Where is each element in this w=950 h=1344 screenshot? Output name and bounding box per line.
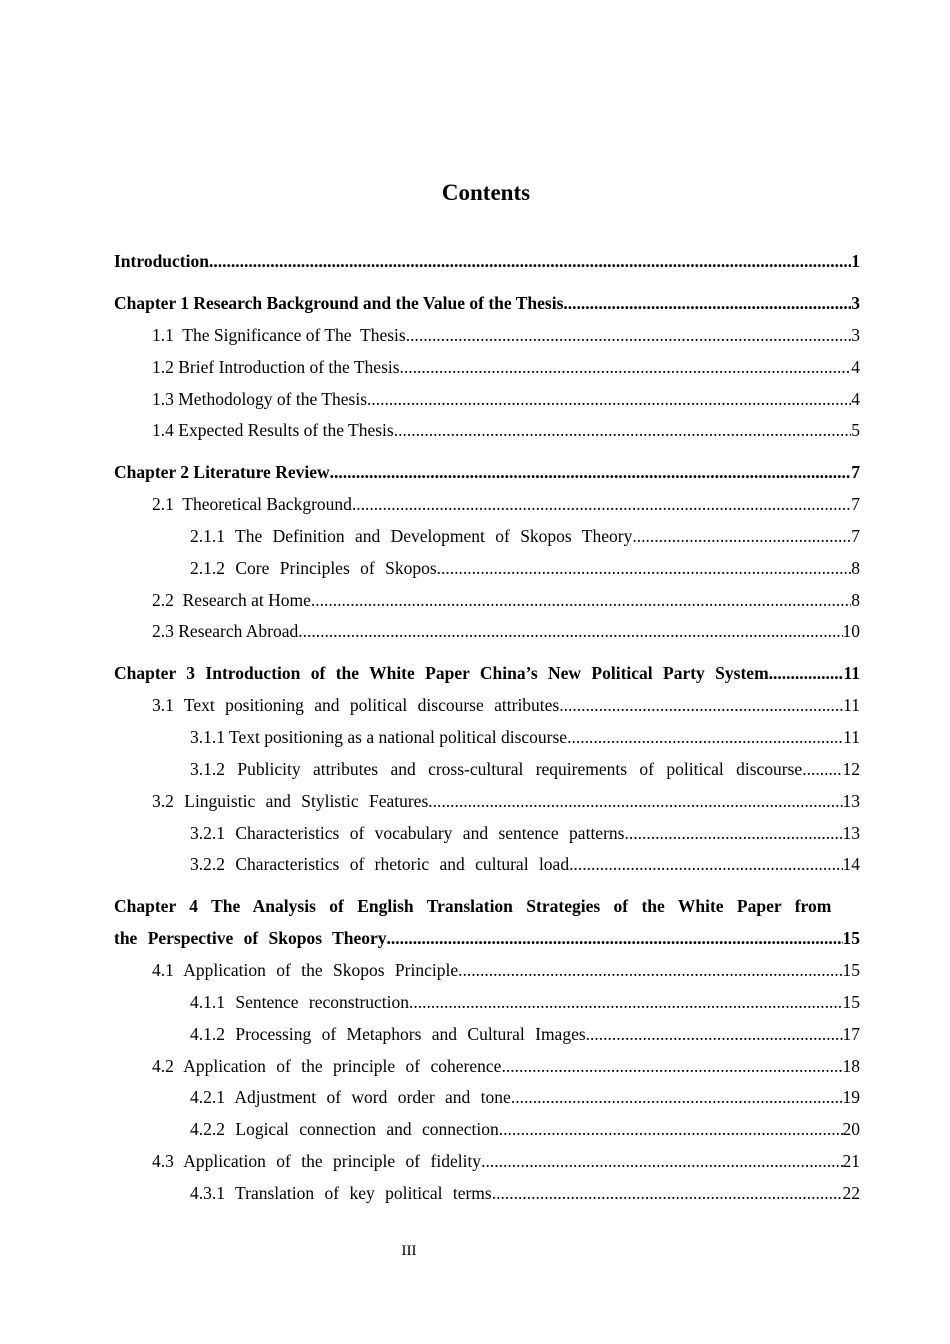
- toc-entry-page: 17: [842, 1024, 860, 1044]
- toc-entry-page: 15: [842, 992, 860, 1012]
- toc-entry-2-1[interactable]: [152, 491, 860, 515]
- toc-entry-label: 2.1 Theoretical Background: [152, 494, 352, 514]
- toc-entry-1-3[interactable]: [152, 386, 860, 410]
- toc-entry-label: 3.2 Linguistic and Stylistic Features: [152, 791, 429, 811]
- toc-entry-label: the Perspective of Skopos Theory: [114, 928, 387, 948]
- toc-entry-page: 7: [851, 462, 860, 482]
- toc-entry-2-1-1[interactable]: [190, 523, 860, 547]
- dot-leader: [298, 620, 842, 642]
- toc-entry-label: Chapter 2 Literature Review: [114, 462, 330, 482]
- toc-entry-page: 3: [851, 293, 860, 313]
- dot-leader: [367, 388, 851, 410]
- toc-entry-label: 3.1.1 Text positioning as a national political discourse: [190, 727, 568, 747]
- toc-entry-page: 11: [843, 727, 860, 747]
- toc-entry-label: 4.1.2 Processing of Metaphors and Cultural Images: [190, 1024, 586, 1044]
- toc-entry-page: 11: [843, 695, 860, 715]
- toc-entry-page: 4: [851, 389, 860, 409]
- dot-leader: [458, 959, 842, 981]
- toc-entry-4-1-2[interactable]: [190, 1021, 860, 1045]
- toc-entry-chapter-1[interactable]: [114, 290, 860, 314]
- dot-leader: [387, 927, 843, 949]
- dot-leader: [481, 1150, 842, 1172]
- toc-entry-label: 2.2 Research at Home: [152, 590, 311, 610]
- toc-entry-4-2-1[interactable]: [190, 1084, 860, 1108]
- page-number: III: [401, 1243, 417, 1259]
- dot-leader: [511, 1086, 843, 1108]
- toc-entry-label: 4.3 Application of the principle of fidelity: [152, 1151, 482, 1171]
- toc-entry-label: 2.1.1 The Definition and Development of Skopos Theory: [190, 526, 633, 546]
- toc-entry-page: 4: [851, 357, 860, 377]
- toc-entry-label: 3.2.2 Characteristics of rhetoric and cultural load: [190, 854, 570, 874]
- toc-entry-4-2-2[interactable]: [190, 1116, 860, 1140]
- dot-leader: [406, 324, 852, 346]
- dot-leader: [400, 356, 852, 378]
- toc-entry-2-3[interactable]: [152, 618, 860, 642]
- toc-entry-page: 11: [843, 663, 860, 683]
- toc-entry-label: 3.1 Text positioning and political discourse attributes: [152, 695, 560, 715]
- dot-leader: [624, 822, 842, 844]
- dot-leader: [409, 991, 842, 1013]
- dot-leader: [569, 853, 842, 875]
- toc-entry-page: 14: [842, 854, 860, 874]
- toc-entry-label: 4.2 Application of the principle of coherence: [152, 1056, 502, 1076]
- toc-entry-page: 5: [851, 420, 860, 440]
- toc-entry-page: 7: [851, 494, 860, 514]
- toc-entry-page: 8: [851, 590, 860, 610]
- dot-leader: [352, 493, 851, 515]
- toc-entry-page: 12: [842, 759, 860, 779]
- toc-entry-page: 18: [842, 1056, 860, 1076]
- toc-entry-label: 1.4 Expected Results of the Thesis: [152, 420, 394, 440]
- toc-entry-label: Chapter 3 Introduction of the White Paper China’s New Political Party System: [114, 663, 769, 683]
- toc-entry-page: 7: [851, 526, 860, 546]
- toc-entry-1-4[interactable]: [152, 417, 860, 441]
- dot-leader: [632, 525, 851, 547]
- toc-entry-label: 1.2 Brief Introduction of the Thesis: [152, 357, 400, 377]
- toc-entry-3-1-1[interactable]: [190, 724, 860, 748]
- toc-entry-3-2[interactable]: [152, 788, 860, 812]
- toc-entry-label: Introduction: [114, 251, 209, 271]
- dot-leader: [586, 1023, 843, 1045]
- dot-leader: [567, 726, 843, 748]
- toc-entry-2-2[interactable]: [152, 587, 860, 611]
- toc-entry-1-2[interactable]: [152, 354, 860, 378]
- dot-leader: [559, 694, 843, 716]
- toc-entry-4-1[interactable]: [152, 957, 860, 981]
- toc-entry-2-1-2[interactable]: [190, 555, 860, 579]
- toc-entry-page: 10: [842, 621, 860, 641]
- toc-entry-1-1[interactable]: [152, 322, 860, 346]
- toc-entry-page: 22: [842, 1183, 860, 1203]
- toc-entry-page: 1: [851, 251, 860, 271]
- toc-entry-3-2-1[interactable]: [190, 820, 860, 844]
- toc-entry-label: Chapter 1 Research Background and the Value of the Thesis: [114, 293, 564, 313]
- toc-entry-label: 2.1.2 Core Principles of Skopos: [190, 558, 437, 578]
- toc-entry-label: 4.1 Application of the Skopos Principle: [152, 960, 459, 980]
- toc-entry-4-2[interactable]: [152, 1053, 860, 1077]
- toc-entry-label: 1.1 The Significance of The Thesis: [152, 325, 406, 345]
- toc-entry-label: 3.1.2 Publicity attributes and cross-cultural requirements of political discourse.: [190, 759, 807, 779]
- toc-entry-label: 4.2.1 Adjustment of word order and tone: [190, 1087, 511, 1107]
- dot-leader: [437, 557, 852, 579]
- dot-leader: [501, 1055, 842, 1077]
- toc-entry-introduction[interactable]: [114, 248, 860, 272]
- dot-leader: [769, 662, 844, 684]
- toc-entry-page: 19: [842, 1087, 860, 1107]
- toc-entry-page: 21: [842, 1151, 860, 1171]
- toc-entry-page: 13: [842, 823, 860, 843]
- toc-entry-page: 13: [842, 791, 860, 811]
- dot-leader: [311, 589, 851, 611]
- toc-entry-page: 15: [842, 928, 860, 948]
- toc-entry-label: 4.3.1 Translation of key political terms: [190, 1183, 492, 1203]
- toc-entry-3-2-2[interactable]: [190, 851, 860, 875]
- toc-entry-3-1-2[interactable]: [190, 756, 860, 780]
- toc-entry-page: 20: [842, 1119, 860, 1139]
- dot-leader: [499, 1118, 843, 1140]
- toc-entry-4-1-1[interactable]: [190, 989, 860, 1013]
- toc-entry-page: 15: [842, 960, 860, 980]
- toc-entry-label: 3.2.1 Characteristics of vocabulary and sentence patterns: [190, 823, 625, 843]
- toc-entry-chapter-2[interactable]: [114, 459, 860, 483]
- dot-leader: [330, 461, 852, 483]
- toc-entry-label: Chapter 4 The Analysis of English Translation Strategies of the White Paper from: [114, 896, 832, 916]
- toc-entry-label: 1.3 Methodology of the Thesis: [152, 389, 368, 409]
- toc-entry-label: 4.1.1 Sentence reconstruction: [190, 992, 410, 1012]
- dot-leader: [394, 419, 852, 441]
- toc-entry-4-3[interactable]: [152, 1148, 860, 1172]
- dot-leader: [563, 292, 851, 314]
- dot-leader: [428, 790, 842, 812]
- toc-entry-chapter-3[interactable]: [114, 660, 860, 684]
- toc-entry-page: 3: [851, 325, 860, 345]
- contents-title: Contents: [441, 180, 531, 205]
- toc-entry-chapter-4[interactable]: [114, 893, 860, 917]
- toc-entry-label: 4.2.2 Logical connection and connection: [190, 1119, 499, 1139]
- dot-leader: [209, 250, 851, 272]
- dot-leader: [807, 758, 843, 780]
- toc-entry-label: 2.3 Research Abroad: [152, 621, 299, 641]
- toc-entry-page: 8: [851, 558, 860, 578]
- toc-entry-chapter-4-continued[interactable]: [114, 925, 860, 949]
- toc-entry-4-3-1[interactable]: [190, 1180, 860, 1204]
- dot-leader: [492, 1182, 843, 1204]
- toc-entry-3-1[interactable]: [152, 692, 860, 716]
